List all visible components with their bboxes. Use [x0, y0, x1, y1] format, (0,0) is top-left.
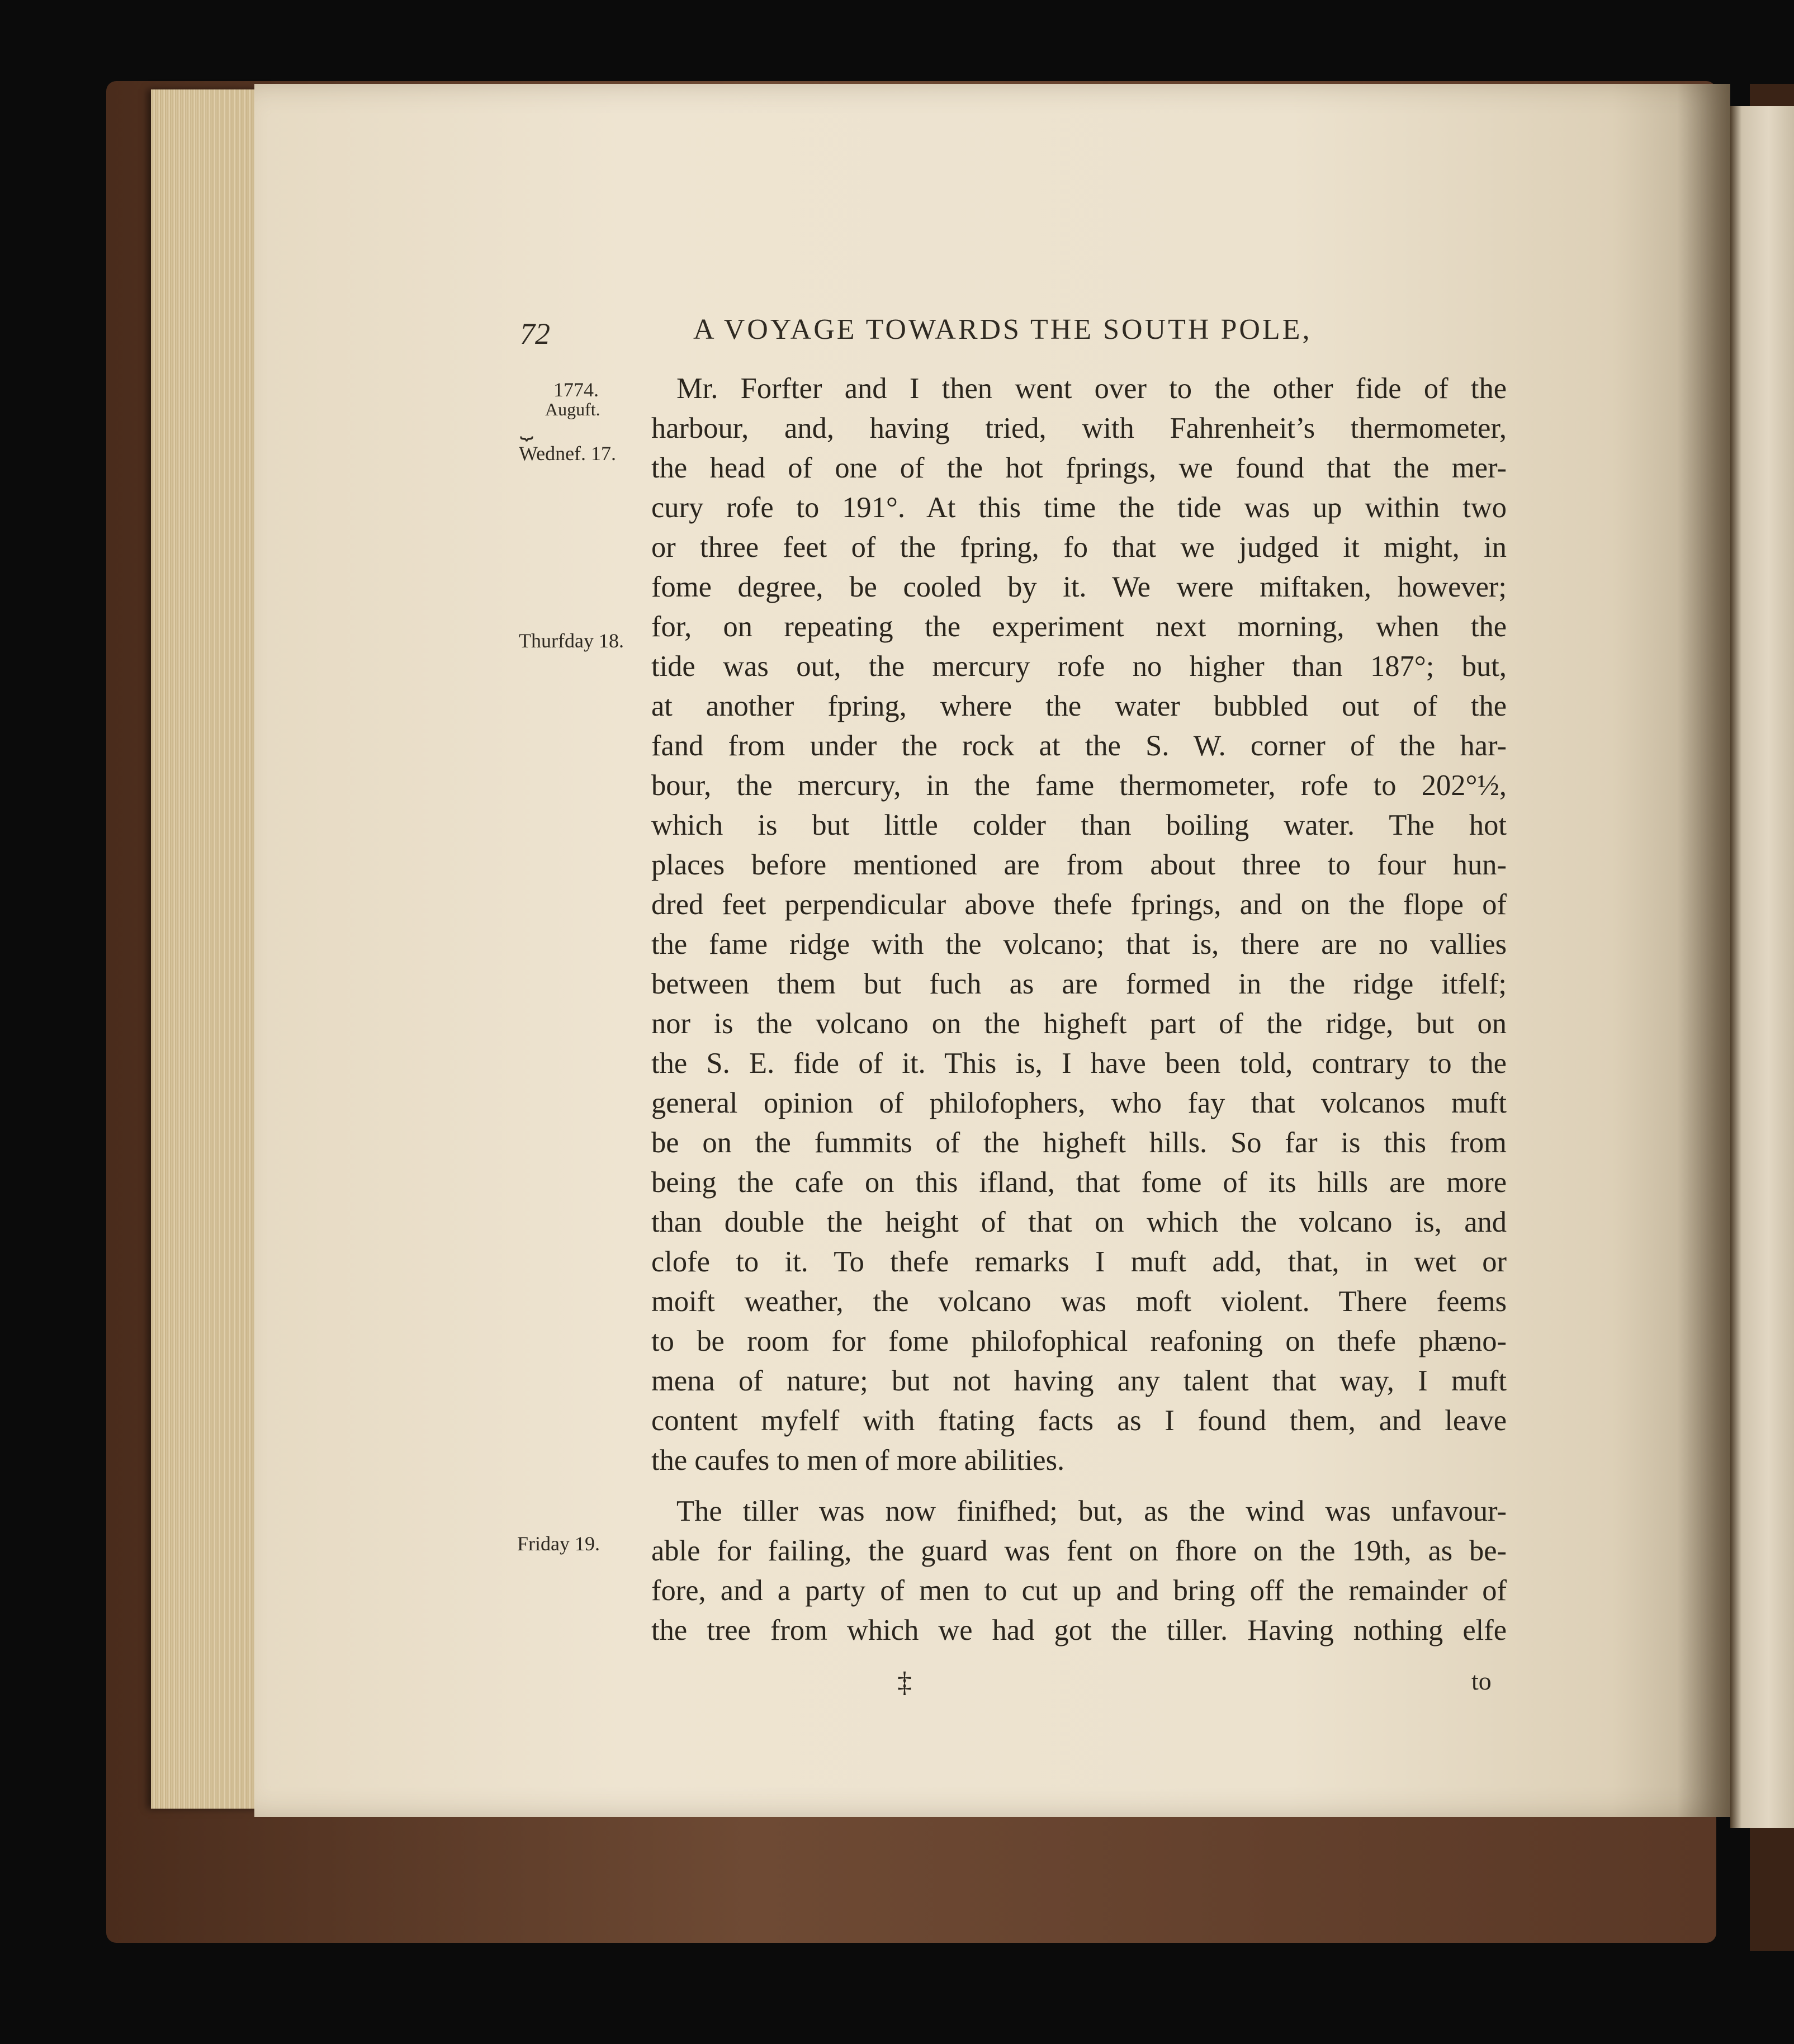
facing-page-edge: [1730, 106, 1794, 1828]
margin-note-friday: Friday 19.: [517, 1532, 600, 1555]
text-line: between them but fuch as are formed in the ridge itfelf;: [651, 968, 1507, 1000]
text-line: to be room for fome philofophical reafoning on thefe phæno-: [651, 1325, 1507, 1357]
paragraph-2: [651, 1492, 1507, 1650]
text-line: moift weather, the volcano was moft violent. There feems: [651, 1285, 1507, 1318]
text-line: be on the fummits of the higheft hills. So far is this from: [651, 1127, 1507, 1159]
page-number: 72: [520, 317, 550, 351]
margin-note-year: 1774.: [553, 378, 599, 401]
text-line: than double the height of that on which the volcano is, and: [651, 1206, 1507, 1238]
text-line: the fame ridge with the volcano; that is, there are no vallies: [651, 928, 1507, 961]
signature-mark: ‡: [897, 1667, 912, 1698]
text-line: The tiller was now finifhed; but, as the wind was unfavour-: [676, 1495, 1507, 1527]
margin-note-thursday: Thurfday 18.: [519, 630, 624, 652]
page-header: [520, 313, 1509, 358]
text-line: tide was out, the mercury rofe no higher than 187°; but,: [651, 650, 1507, 683]
text-line: content myfelf with ftating facts as I found them, and leave: [651, 1404, 1507, 1437]
text-line: nor is the volcano on the higheft part of the ridge, but on: [651, 1007, 1507, 1040]
text-line: fome degree, be cooled by it. We were miftaken, however;: [651, 571, 1507, 603]
text-line: places before mentioned are from about three to four hun-: [651, 849, 1507, 881]
text-line: being the cafe on this ifland, that fome of its hills are more: [651, 1166, 1507, 1199]
text-line: at another fpring, where the water bubbled out of the: [651, 690, 1507, 722]
body-text: [651, 369, 1507, 1650]
text-line: which is but little colder than boiling water. The hot: [651, 809, 1507, 841]
margin-note-month: Auguft.: [545, 399, 600, 419]
text-line: mena of nature; but not having any talent that way, I muft: [651, 1365, 1507, 1397]
catchword: to: [1471, 1667, 1492, 1695]
text-line: or three feet of the fpring, fo that we judged it might, in: [651, 531, 1507, 564]
margin-note-brace: ⏟: [520, 414, 533, 439]
text-line: Mr. Forfter and I then went over to the other fide of the: [676, 372, 1507, 405]
running-head: A VOYAGE TOWARDS THE SOUTH POLE,: [693, 314, 1312, 346]
gutter-shadow: [1677, 84, 1730, 1817]
text-line: the caufes to men of more abilities.: [651, 1444, 1065, 1477]
text-line: clofe to it. To thefe remarks I muft add, that, in wet or: [651, 1246, 1507, 1278]
text-line: fore, and a party of men to cut up and bring off the remainder of: [651, 1574, 1507, 1607]
text-line: general opinion of philofophers, who fay that volcanos muft: [651, 1087, 1507, 1119]
paragraph-1: [651, 369, 1507, 1480]
text-line: for, on repeating the experiment next morning, when the: [651, 611, 1507, 643]
margin-note-wednesday: Wednef. 17.: [519, 442, 617, 465]
text-line: bour, the mercury, in the fame thermometer, rofe to 202°½,: [651, 769, 1507, 802]
text-line: able for failing, the guard was fent on fhore on the 19th, as be-: [651, 1535, 1507, 1567]
text-line: fand from under the rock at the S. W. corner of the har-: [651, 730, 1507, 762]
text-line: the tree from which we had got the tiller. Having nothing elfe: [651, 1614, 1507, 1646]
text-line: the S. E. fide of it. This is, I have been told, contrary to the: [651, 1047, 1507, 1080]
text-line: the head of one of the hot fprings, we found that the mer-: [651, 452, 1507, 484]
text-line: harbour, and, having tried, with Fahrenheit’s thermometer,: [651, 412, 1507, 444]
text-line: dred feet perpendicular above thefe fprings, and on the flope of: [651, 888, 1507, 921]
text-line: cury rofe to 191°. At this time the tide was up within two: [651, 491, 1507, 524]
